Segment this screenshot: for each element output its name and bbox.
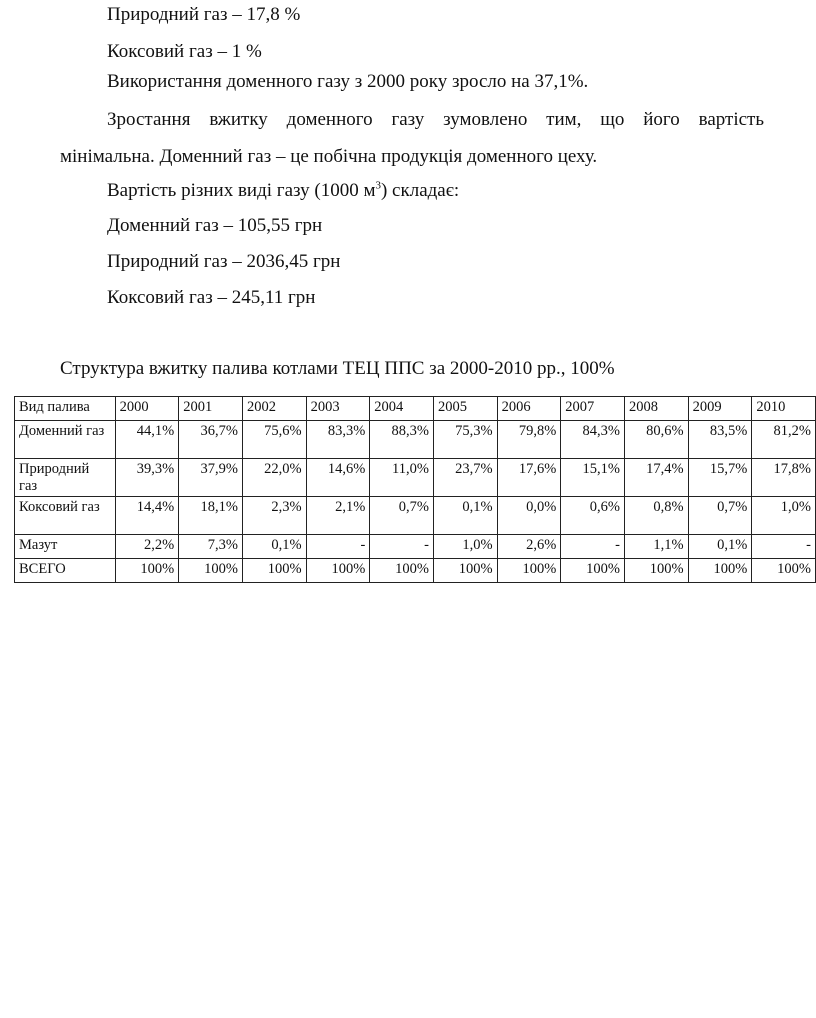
table-cell: 22,0% [242, 459, 306, 497]
table-cell: - [370, 535, 434, 559]
table-row [15, 559, 816, 583]
table-caption: Структура вжитку палива котлами ТЕЦ ППС за 2000-2010 рр., 100% [60, 358, 615, 379]
text-line-coke-gas-share: Коксовий газ – 1 % [107, 41, 262, 62]
header-cell-year: 2010 [752, 397, 816, 421]
row-label-cell: ВСЕГО [15, 559, 116, 583]
table-cell: 75,3% [433, 421, 497, 459]
table-cell: 2,2% [115, 535, 179, 559]
text-line-cost-intro [107, 180, 459, 202]
text-line-reason-2: мінімальна. Доменний газ – це побічна продукція доменного цеху. [60, 146, 598, 167]
table-cell: 0,7% [688, 497, 752, 535]
table-cell: - [306, 535, 370, 559]
table-cell: 11,0% [370, 459, 434, 497]
table-cell: 17,6% [497, 459, 561, 497]
table-cell: 0,7% [370, 497, 434, 535]
header-cell-year: 2009 [688, 397, 752, 421]
table-cell: 100% [433, 559, 497, 583]
table-cell: 1,1% [624, 535, 688, 559]
table-cell: 81,2% [752, 421, 816, 459]
text-line-cost-coke: Коксовий газ – 245,11 грн [107, 287, 316, 308]
table-cell: 100% [115, 559, 179, 583]
table-cell: 2,3% [242, 497, 306, 535]
table-cell: 15,1% [561, 459, 625, 497]
table-row [15, 497, 816, 535]
header-cell-year: 2001 [179, 397, 243, 421]
table-cell: 0,6% [561, 497, 625, 535]
text-line-natural-gas-share: Природний газ – 17,8 % [107, 4, 301, 25]
header-cell-year: 2002 [242, 397, 306, 421]
table-cell: 37,9% [179, 459, 243, 497]
table-cell: - [752, 535, 816, 559]
header-cell-year: 2000 [115, 397, 179, 421]
table-cell: 83,5% [688, 421, 752, 459]
table-cell: 80,6% [624, 421, 688, 459]
table-cell: 0,1% [688, 535, 752, 559]
header-cell-year: 2005 [433, 397, 497, 421]
text-line-reason-1: Зростання вжитку доменного газу зумовлено тим, що його вартість [107, 109, 764, 130]
table-cell: 14,6% [306, 459, 370, 497]
table-cell: 0,8% [624, 497, 688, 535]
cost-intro-superscript: 3 [375, 179, 381, 192]
row-label-cell: Доменний газ [15, 421, 116, 459]
row-label-cell: Мазут [15, 535, 116, 559]
text-line-cost-natural: Природний газ – 2036,45 грн [107, 251, 341, 272]
table-cell: 1,0% [752, 497, 816, 535]
table-cell: 79,8% [497, 421, 561, 459]
table-cell: 100% [624, 559, 688, 583]
table-row [15, 535, 816, 559]
table-row [15, 459, 816, 497]
row-label-cell: Природний газ [15, 459, 116, 497]
table-body [15, 397, 816, 583]
header-cell-year: 2008 [624, 397, 688, 421]
table-cell: 23,7% [433, 459, 497, 497]
header-cell-year: 2003 [306, 397, 370, 421]
table-cell: 39,3% [115, 459, 179, 497]
table-cell: - [561, 535, 625, 559]
table-cell: 1,0% [433, 535, 497, 559]
table-cell: 44,1% [115, 421, 179, 459]
table-cell: 100% [370, 559, 434, 583]
table-header-row [15, 397, 816, 421]
row-label-cell: Коксовий газ [15, 497, 116, 535]
table-cell: 2,1% [306, 497, 370, 535]
header-cell-fuel-type: Вид палива [15, 397, 116, 421]
table-cell: 83,3% [306, 421, 370, 459]
fuel-structure-table [14, 396, 816, 583]
header-cell-year: 2006 [497, 397, 561, 421]
table-cell: 100% [561, 559, 625, 583]
header-cell-year: 2004 [370, 397, 434, 421]
table-cell: 2,6% [497, 535, 561, 559]
text-line-blast-gas-growth: Використання доменного газу з 2000 року зросло на 37,1%. [107, 71, 589, 92]
table-cell: 0,1% [242, 535, 306, 559]
table-cell: 100% [179, 559, 243, 583]
table-cell: 18,1% [179, 497, 243, 535]
table-cell: 0,1% [433, 497, 497, 535]
table-cell: 75,6% [242, 421, 306, 459]
cost-intro-text: Вартість різних виді газу (1000 м [107, 180, 376, 201]
table-cell: 100% [306, 559, 370, 583]
table-cell: 84,3% [561, 421, 625, 459]
table-row [15, 421, 816, 459]
table-cell: 14,4% [115, 497, 179, 535]
cost-intro-tail: ) складає: [380, 180, 460, 201]
table-cell: 36,7% [179, 421, 243, 459]
table-cell: 100% [497, 559, 561, 583]
table-cell: 17,8% [752, 459, 816, 497]
text-line-cost-blast: Доменний газ – 105,55 грн [107, 215, 323, 236]
table-cell: 0,0% [497, 497, 561, 535]
table-cell: 7,3% [179, 535, 243, 559]
table-cell: 100% [688, 559, 752, 583]
table-cell: 88,3% [370, 421, 434, 459]
table-cell: 100% [752, 559, 816, 583]
header-cell-year: 2007 [561, 397, 625, 421]
table-cell: 100% [242, 559, 306, 583]
table-cell: 15,7% [688, 459, 752, 497]
table-cell: 17,4% [624, 459, 688, 497]
